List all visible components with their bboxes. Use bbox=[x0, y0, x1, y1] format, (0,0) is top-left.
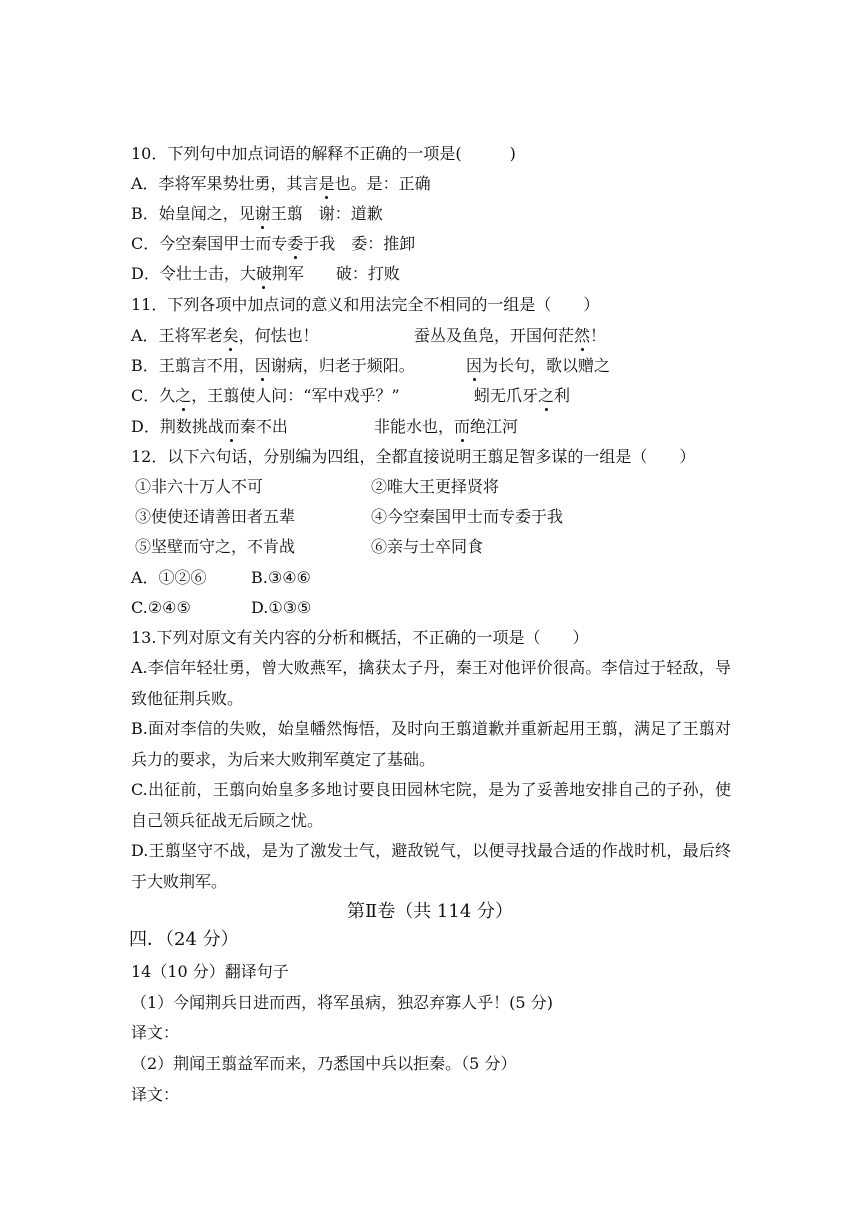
emphasis-dot: 之 bbox=[538, 386, 555, 405]
q12-item-row: ①非六十万人不可 ②唯大王更择贤将 bbox=[135, 477, 500, 496]
q11-option-d-pair: 非能水也，而绝江河 bbox=[374, 417, 519, 436]
q12-item-row: ③使使还请善田者五辈 ④今空秦国甲士而专委于我 bbox=[135, 507, 564, 526]
q11-option-c: C．久之，王翦使人问：“军中戏乎？” 蚓无爪牙之利 bbox=[131, 386, 571, 405]
q10-option-d: D．令壮士击，大破荆军 破：打败 bbox=[131, 264, 400, 283]
part2-title: 第Ⅱ卷（共 114 分） bbox=[346, 901, 514, 922]
emphasis-dot: 因 bbox=[466, 356, 483, 375]
q13-option-b: B.面对李信的失败，始皇幡然悔悟，及时向王翦道歉并重新起用王翦，满足了王翦对兵力的要求，为后来大败荆军奠定了基础。 bbox=[131, 719, 731, 769]
emphasis-dot: 是 bbox=[318, 174, 335, 193]
q12-stem: 12．以下六句话，分别编为四组，全都直接说明王翦足智多谋的一组是（ ） bbox=[131, 447, 696, 466]
q13-option-a: A.李信年轻壮勇，曾大败燕军，擒获太子丹，秦王对他评价很高。李信过于轻敌，导致他征荆兵败。 bbox=[131, 658, 731, 708]
q11-option-a-pair: 蚕丛及鱼凫，开国何茫然！ bbox=[414, 326, 607, 345]
section-four-heading: 四．（24 分） bbox=[129, 929, 239, 950]
q14-sentence-2: （2）荆闻王翦益军而来，乃悉国中兵以拒秦。（5 分） bbox=[131, 1054, 517, 1073]
q11-option-b-pair: 因为长句，歌以赠之 bbox=[466, 356, 611, 375]
emphasis-dot: 而 bbox=[223, 417, 240, 436]
q12-choice-c: C.②④⑤ bbox=[131, 598, 191, 617]
q11-option-b: B．王翦言不用，因谢病，归老于频阳。 因为长句，歌以赠之 bbox=[131, 356, 611, 375]
q12-choice-a: A．①②⑥ bbox=[131, 568, 207, 587]
q12-choice-row bbox=[131, 568, 311, 588]
emphasis-dot: 破 bbox=[255, 264, 272, 283]
emphasis-dot: 矣 bbox=[222, 326, 239, 345]
q12-choice-row bbox=[131, 598, 312, 618]
emphasis-dot: 之 bbox=[175, 386, 192, 405]
q14-answer-2: 译文： bbox=[131, 1085, 180, 1104]
q10-option-a: A．李将军果势壮勇，其言是也。是：正确 bbox=[131, 174, 431, 193]
q10-option-c: C．今空秦国甲士而专委于我 委：推卸 bbox=[131, 234, 416, 253]
q11-stem: 11．下列各项中加点词的意义和用法完全不相同的一组是（ ） bbox=[131, 295, 600, 314]
q12-choice-d: D.①③⑤ bbox=[251, 598, 312, 617]
emphasis-dot: 因 bbox=[254, 356, 271, 375]
emphasis-dot: 然 bbox=[574, 326, 591, 345]
q12-choice-b: B.③④⑥ bbox=[251, 568, 311, 587]
emphasis-dot: 委 bbox=[287, 234, 304, 253]
q14-heading: 14（10 分）翻译句子 bbox=[131, 962, 289, 981]
q11-option-c-pair: 蚓无爪牙之利 bbox=[474, 386, 571, 405]
emphasis-dot: 谢 bbox=[254, 204, 271, 223]
q14-answer-1: 译文： bbox=[131, 1023, 180, 1042]
q14-sentence-1: （1）今闻荆兵日进而西，将军虽病，独忍弃寡人乎！(5 分) bbox=[131, 993, 553, 1012]
q11-option-a: A．王将军老矣，何怯也！ 蚕丛及鱼凫，开国何茫然！ bbox=[131, 326, 607, 345]
q11-option-d: D．荆数挑战而秦不出 非能水也，而绝江河 bbox=[131, 417, 519, 436]
q13-stem: 13.下列对原文有关内容的分析和概括，不正确的一项是（ ） bbox=[131, 628, 589, 647]
q10-stem: 10．下列句中加点词语的解释不正确的一项是( ) bbox=[131, 144, 516, 163]
emphasis-dot: 而 bbox=[454, 417, 471, 436]
q10-option-b: B．始皇闻之，见谢王翦 谢：道歉 bbox=[131, 204, 383, 223]
q13-option-d: D.王翦坚守不战，是为了激发士气，避敌锐气，以便寻找最合适的作战时机，最后终于大败荆军。 bbox=[131, 841, 731, 891]
q13-option-c: C.出征前，王翦向始皇多多地讨要良田园林宅院，是为了妥善地安排自己的子孙，使自己领兵征战无后顾之忧。 bbox=[131, 780, 731, 830]
q12-item-row: ⑤坚壁而守之，不肯战 ⑥亲与士卒同食 bbox=[135, 537, 484, 556]
